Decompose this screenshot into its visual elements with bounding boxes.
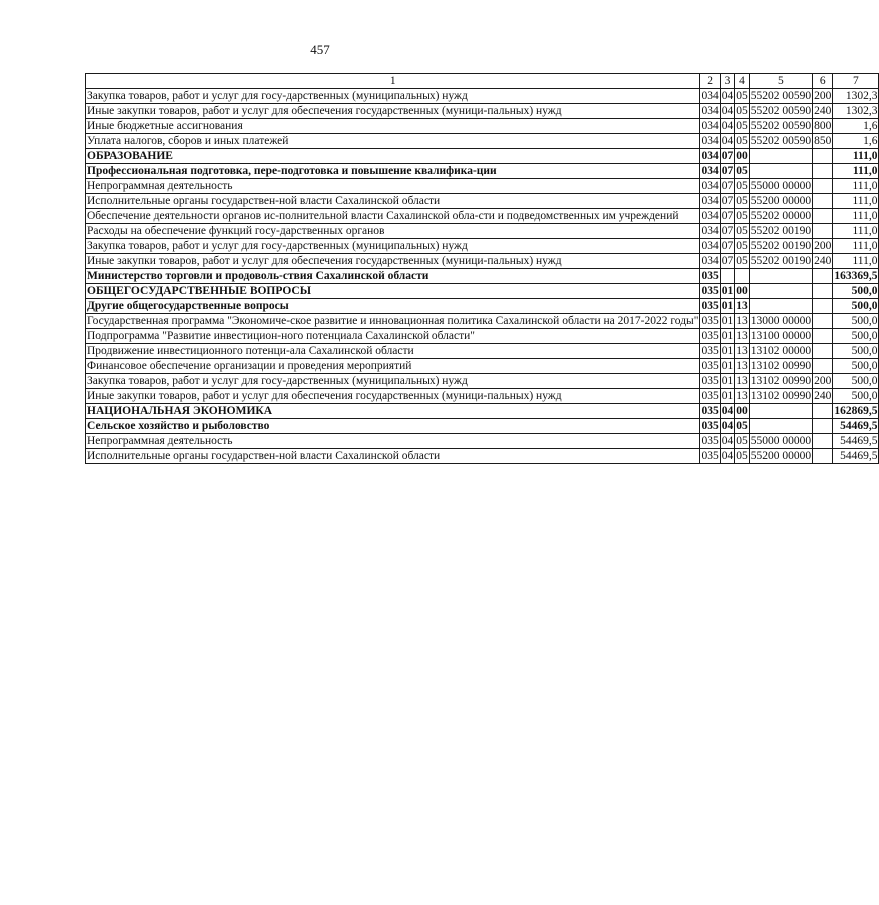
row-name-cell: ОБРАЗОВАНИЕ: [86, 149, 700, 164]
row-amount-cell: 500,0: [833, 299, 879, 314]
row-name-cell: НАЦИОНАЛЬНАЯ ЭКОНОМИКА: [86, 404, 700, 419]
row-vr-cell: 850: [814, 135, 832, 147]
row-pr-cell: 05: [736, 90, 748, 102]
row-rz-cell: 01: [721, 315, 734, 327]
row-pr-cell: 05: [736, 435, 748, 447]
table-row: [86, 119, 879, 134]
row-pr-cell: 00: [736, 405, 748, 417]
row-amount-cell: 500,0: [833, 344, 879, 359]
row-pr-cell: 05: [736, 240, 748, 252]
row-vr-cell: [813, 164, 833, 179]
table-row: [86, 419, 879, 434]
row-csr-cell: 55202 00590: [750, 135, 812, 147]
row-csr-cell: [749, 269, 812, 284]
row-csr-cell: 13000 00000: [750, 315, 812, 327]
row-ved-cell: 034: [701, 195, 719, 207]
row-ved-cell: 034: [701, 105, 719, 117]
row-vr-cell: [813, 299, 833, 314]
row-name-cell: Закупка товаров, работ и услуг для госу-дарственных (муниципальных) нужд: [86, 374, 700, 389]
row-ved-cell: 035: [701, 390, 719, 402]
row-amount-cell: 500,0: [833, 374, 879, 389]
row-csr-cell: 13100 00000: [750, 330, 812, 342]
row-vr-cell: [813, 284, 833, 299]
table-row: [86, 179, 879, 194]
row-csr-cell: 55202 00590: [750, 90, 812, 102]
row-csr-cell: 55202 00190: [750, 240, 812, 252]
row-rz-cell: 01: [721, 285, 734, 297]
row-name-cell: Министерство торговли и продоволь-ствия Сахалинской области: [86, 269, 700, 284]
row-name-cell: Непрограммная деятельность: [86, 179, 700, 194]
row-ved-cell: 034: [701, 150, 719, 162]
row-pr-cell: 00: [736, 285, 748, 297]
table-row: [86, 374, 879, 389]
row-ved-cell: 035: [701, 405, 719, 417]
table-row: [86, 299, 879, 314]
row-vr-cell: [813, 404, 833, 419]
row-pr-cell: 13: [736, 345, 748, 357]
table-row: [86, 164, 879, 179]
row-csr-cell: 55202 00190: [750, 225, 812, 237]
table-row: [86, 449, 879, 464]
row-amount-cell: 162869,5: [834, 405, 878, 417]
row-pr-cell: 05: [736, 450, 748, 462]
row-pr-cell: 05: [736, 420, 748, 432]
row-ved-cell: 034: [701, 120, 719, 132]
header-col-4: 4: [735, 74, 750, 89]
row-pr-cell: 05: [736, 105, 748, 117]
row-vr-cell: [813, 344, 833, 359]
row-csr-cell: 55202 00590: [750, 105, 812, 117]
table-row: [86, 134, 879, 149]
row-rz-cell: 01: [721, 345, 734, 357]
row-rz-cell: 01: [721, 390, 734, 402]
table-row: [86, 314, 879, 329]
row-amount-cell: 1,6: [833, 134, 879, 149]
row-name-cell: Государственная программа "Экономиче-ское развитие и инновационная политика Сахалинской области на 2017-2022 годы": [87, 315, 699, 327]
row-vr-cell: [813, 359, 833, 374]
row-ved-cell: 035: [701, 435, 719, 447]
row-csr-cell: 55200 00000: [750, 450, 812, 462]
row-csr-cell: [749, 419, 812, 434]
row-csr-cell: [749, 284, 812, 299]
row-rz-cell: 01: [721, 330, 734, 342]
header-col-7: 7: [833, 74, 879, 89]
row-rz-cell: 04: [721, 90, 734, 102]
row-amount-cell: 111,0: [833, 254, 879, 269]
row-csr-cell: 55200 00000: [750, 195, 812, 207]
header-col-3: 3: [720, 74, 735, 89]
row-ved-cell: 035: [701, 420, 719, 432]
row-rz-cell: 04: [721, 135, 734, 147]
row-name-cell: Финансовое обеспечение организации и проведения мероприятий: [86, 359, 700, 374]
row-ved-cell: 035: [701, 270, 719, 282]
table-row: [86, 149, 879, 164]
table-row: [86, 344, 879, 359]
row-amount-cell: 1,6: [833, 119, 879, 134]
row-rz-cell: 04: [721, 105, 734, 117]
row-rz-cell: 07: [721, 225, 734, 237]
header-col-5: 5: [749, 74, 812, 89]
table-row: [86, 284, 879, 299]
row-name-cell: Иные закупки товаров, работ и услуг для обеспечения государственных (муници-пальных) нужд: [86, 254, 700, 269]
row-amount-cell: 500,0: [833, 314, 879, 329]
budget-table: [85, 73, 879, 464]
row-csr-cell: 55202 00190: [750, 255, 812, 267]
row-pr-cell: 13: [736, 360, 748, 372]
row-name-cell: Исполнительные органы государствен-ной власти Сахалинской области: [86, 194, 700, 209]
row-vr-cell: [813, 194, 833, 209]
row-rz-cell: 07: [721, 180, 734, 192]
table-row: [86, 329, 879, 344]
row-amount-cell: 111,0: [833, 224, 879, 239]
row-ved-cell: 034: [701, 180, 719, 192]
row-rz-cell: 04: [721, 450, 734, 462]
row-csr-cell: 13102 00000: [750, 345, 812, 357]
row-ved-cell: 034: [701, 210, 719, 222]
row-vr-cell: [813, 434, 833, 449]
row-pr-cell: 05: [736, 195, 748, 207]
row-vr-cell: 240: [814, 390, 832, 402]
row-csr-cell: 55202 00590: [750, 120, 812, 132]
row-rz-cell: 07: [721, 165, 734, 177]
table-header-row: [86, 74, 879, 89]
table-row: [86, 434, 879, 449]
row-ved-cell: 035: [701, 285, 719, 297]
row-pr-cell: [735, 269, 750, 284]
row-amount-cell: 500,0: [833, 284, 879, 299]
row-rz-cell: 04: [721, 405, 734, 417]
header-col-1: 1: [86, 74, 700, 89]
row-ved-cell: 034: [701, 135, 719, 147]
row-name-cell: Иные закупки товаров, работ и услуг для обеспечения государственных (муници-пальных) нужд: [86, 389, 700, 404]
row-vr-cell: [813, 149, 833, 164]
table-row: [86, 389, 879, 404]
row-vr-cell: [813, 329, 833, 344]
row-vr-cell: 240: [814, 105, 832, 117]
row-name-cell: Уплата налогов, сборов и иных платежей: [86, 134, 700, 149]
row-rz-cell: 04: [721, 435, 734, 447]
page-number: 457: [310, 42, 330, 57]
row-ved-cell: 035: [701, 450, 719, 462]
row-amount-cell: 54469,5: [833, 434, 879, 449]
row-name-cell: Подпрограмма "Развитие инвестицион-ного потенциала Сахалинской области": [86, 329, 700, 344]
row-vr-cell: [813, 224, 833, 239]
row-amount-cell: 500,0: [833, 389, 879, 404]
row-csr-cell: [749, 149, 812, 164]
row-vr-cell: [813, 269, 833, 284]
row-name-cell: Иные бюджетные ассигнования: [86, 119, 700, 134]
row-pr-cell: 05: [736, 165, 748, 177]
row-ved-cell: 034: [701, 90, 719, 102]
row-vr-cell: 800: [814, 120, 832, 132]
row-amount-cell: 54469,5: [833, 419, 879, 434]
row-pr-cell: 00: [736, 150, 748, 162]
table-row: [86, 209, 879, 224]
row-ved-cell: 034: [701, 165, 719, 177]
row-name-cell: Продвижение инвестиционного потенци-ала Сахалинской области: [86, 344, 700, 359]
row-name-cell: Непрограммная деятельность: [86, 434, 700, 449]
row-rz-cell: 07: [721, 255, 734, 267]
row-csr-cell: 55000 00000: [750, 435, 812, 447]
row-rz-cell: 04: [721, 420, 734, 432]
row-vr-cell: [813, 314, 833, 329]
row-amount-cell: 500,0: [833, 329, 879, 344]
row-name-cell: Исполнительные органы государствен-ной власти Сахалинской области: [86, 449, 700, 464]
row-amount-cell: 111,0: [833, 239, 879, 254]
row-name-cell: Расходы на обеспечение функций госу-дарственных органов: [86, 224, 700, 239]
row-csr-cell: 55000 00000: [750, 180, 812, 192]
row-rz-cell: 04: [721, 120, 734, 132]
row-name-cell: Закупка товаров, работ и услуг для госу-дарственных (муниципальных) нужд: [86, 89, 700, 104]
row-ved-cell: 035: [701, 375, 719, 387]
row-amount-cell: 54469,5: [833, 449, 879, 464]
row-ved-cell: 034: [701, 255, 719, 267]
row-ved-cell: 034: [701, 225, 719, 237]
row-pr-cell: 05: [736, 210, 748, 222]
row-amount-cell: 1302,3: [833, 89, 879, 104]
row-pr-cell: 05: [736, 135, 748, 147]
row-ved-cell: 034: [701, 240, 719, 252]
row-vr-cell: 200: [814, 375, 832, 387]
row-rz-cell: 07: [721, 150, 734, 162]
row-pr-cell: 13: [736, 300, 748, 312]
row-ved-cell: 035: [701, 315, 719, 327]
table-row: [86, 194, 879, 209]
table-row: [86, 359, 879, 374]
row-amount-cell: 500,0: [833, 359, 879, 374]
row-rz-cell: 01: [721, 360, 734, 372]
table-row: [86, 89, 879, 104]
row-vr-cell: 200: [814, 90, 832, 102]
row-pr-cell: 05: [736, 120, 748, 132]
row-rz-cell: 07: [721, 210, 734, 222]
row-pr-cell: 13: [736, 390, 748, 402]
row-vr-cell: [813, 449, 833, 464]
row-pr-cell: 05: [736, 225, 748, 237]
header-col-2: 2: [700, 74, 720, 89]
table-row: [86, 104, 879, 119]
row-name-cell: Другие общегосударственные вопросы: [86, 299, 700, 314]
row-rz-cell: 01: [721, 300, 734, 312]
row-csr-cell: [749, 164, 812, 179]
row-amount-cell: 111,0: [833, 209, 879, 224]
row-csr-cell: 13102 00990: [750, 375, 812, 387]
row-vr-cell: 200: [814, 240, 832, 252]
row-amount-cell: 111,0: [833, 179, 879, 194]
row-pr-cell: 05: [736, 255, 748, 267]
row-pr-cell: 05: [736, 180, 748, 192]
row-pr-cell: 13: [736, 315, 748, 327]
row-ved-cell: 035: [701, 360, 719, 372]
row-name-cell: Иные закупки товаров, работ и услуг для обеспечения государственных (муници-пальных) нужд: [86, 104, 700, 119]
row-name-cell: ОБЩЕГОСУДАРСТВЕННЫЕ ВОПРОСЫ: [86, 284, 700, 299]
row-amount-cell: 1302,3: [833, 104, 879, 119]
row-vr-cell: [813, 419, 833, 434]
row-csr-cell: [749, 404, 812, 419]
row-pr-cell: 13: [736, 375, 748, 387]
row-name-cell: Сельское хозяйство и рыболовство: [86, 419, 700, 434]
row-csr-cell: 13102 00990: [750, 360, 812, 372]
row-amount-cell: 111,0: [833, 164, 879, 179]
row-vr-cell: [813, 209, 833, 224]
row-ved-cell: 035: [701, 330, 719, 342]
row-amount-cell: 163369,5: [834, 270, 878, 282]
table-row: [86, 224, 879, 239]
row-name-cell: Профессиональная подготовка, пере-подготовка и повышение квалифика-ции: [86, 164, 700, 179]
row-name-cell: Обеспечение деятельности органов ис-полнительной власти Сахалинской обла-сти и подведомственных им учреждений: [86, 209, 700, 224]
row-pr-cell: 13: [736, 330, 748, 342]
row-csr-cell: 55202 00000: [750, 210, 812, 222]
row-rz-cell: 01: [721, 375, 734, 387]
row-name-cell: Закупка товаров, работ и услуг для госу-дарственных (муниципальных) нужд: [86, 239, 700, 254]
table-row: [86, 404, 879, 419]
row-csr-cell: [749, 299, 812, 314]
row-rz-cell: 07: [721, 240, 734, 252]
table-row: [86, 239, 879, 254]
row-csr-cell: 13102 00990: [750, 390, 812, 402]
row-ved-cell: 035: [701, 300, 719, 312]
row-amount-cell: 111,0: [833, 149, 879, 164]
row-ved-cell: 035: [701, 345, 719, 357]
row-vr-cell: 240: [814, 255, 832, 267]
table-row: [86, 254, 879, 269]
header-col-6: 6: [813, 74, 833, 89]
row-rz-cell: 07: [721, 195, 734, 207]
row-vr-cell: [813, 179, 833, 194]
table-row: [86, 269, 879, 284]
row-amount-cell: 111,0: [833, 194, 879, 209]
row-rz-cell: [720, 269, 735, 284]
